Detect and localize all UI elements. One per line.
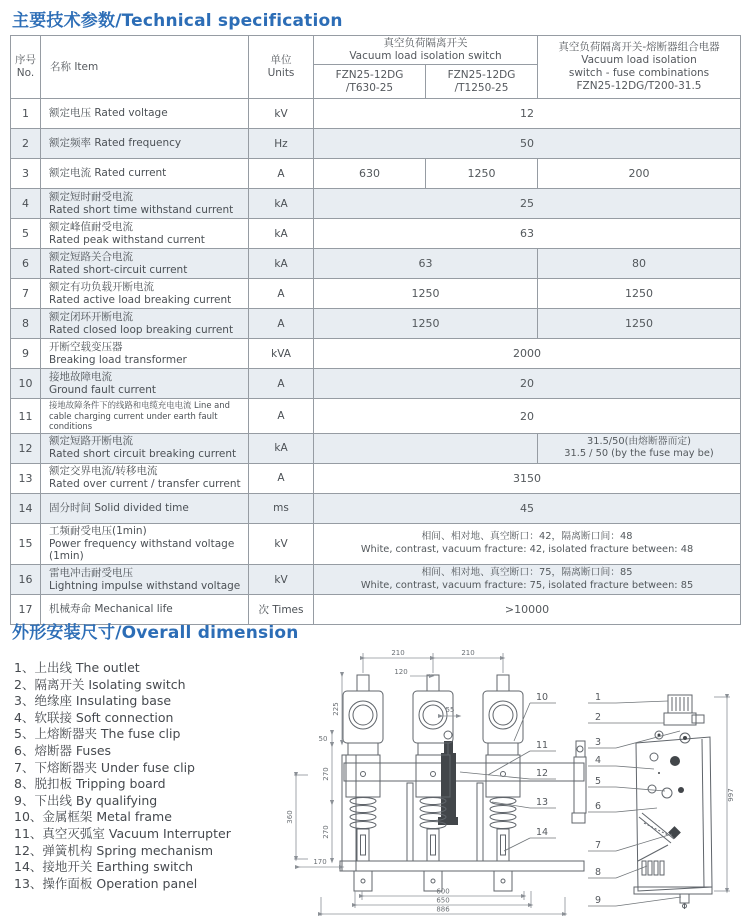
col-header-no-zh: 序号 bbox=[15, 54, 36, 66]
spec-row-3 bbox=[11, 159, 741, 189]
row-value: 20 bbox=[314, 369, 741, 399]
callout-9: 9 bbox=[594, 895, 602, 906]
row-unit: ms bbox=[249, 493, 314, 523]
row-value: 63 bbox=[314, 219, 741, 249]
row-unit: 次 Times bbox=[249, 595, 314, 625]
dim-270-a: 270 bbox=[322, 767, 330, 781]
row-value: 1250 bbox=[538, 309, 741, 339]
row-value: 200 bbox=[538, 159, 741, 189]
row-name: 接地故障条件下的线路和电缆充电电流 Line and cable charging current under earth fault conditions bbox=[41, 399, 249, 434]
row-name: 机械寿命 Mechanical life bbox=[41, 595, 249, 625]
row-name: 额定有功负载开断电流 Rated active load breaking current bbox=[41, 279, 249, 309]
spec-row-10 bbox=[11, 369, 741, 399]
row-value: 45 bbox=[314, 493, 741, 523]
row-unit: A bbox=[249, 399, 314, 434]
row-no: 12 bbox=[11, 433, 41, 463]
col-header-group2-model: FZN25-12DG/T200-31.5 bbox=[576, 80, 702, 93]
row-name: 额定交界电流/转移电流 Rated over current / transfer current bbox=[41, 463, 249, 493]
pole-1 bbox=[343, 675, 383, 891]
dimension-drawing bbox=[278, 645, 750, 917]
dim-997: 997 bbox=[727, 788, 735, 802]
col-header-model1: FZN25-12DG /T630-25 bbox=[314, 65, 426, 99]
row-no: 6 bbox=[11, 249, 41, 279]
row-name: 接地故障电流 Ground fault current bbox=[41, 369, 249, 399]
dim-120: 120 bbox=[394, 668, 408, 676]
row-value: 25 bbox=[314, 189, 741, 219]
row-no: 10 bbox=[11, 369, 41, 399]
row-name: 额定电压 Rated voltage bbox=[41, 99, 249, 129]
row-no: 14 bbox=[11, 493, 41, 523]
parts-list-item: 11、真空灭弧室 Vacuum Interrupter bbox=[14, 825, 231, 841]
row-unit: kA bbox=[249, 433, 314, 463]
spec-table bbox=[10, 35, 741, 625]
callout-7: 7 bbox=[594, 840, 602, 851]
row-unit: kV bbox=[249, 99, 314, 129]
callout-2: 2 bbox=[594, 712, 602, 723]
parts-list-item: 6、熔断器 Fuses bbox=[14, 742, 112, 758]
spec-row-11 bbox=[11, 399, 741, 434]
spec-row-15 bbox=[11, 523, 741, 564]
row-value: 1250 bbox=[314, 279, 538, 309]
row-name: 额定闭环开断电流 Rated closed loop breaking current bbox=[41, 309, 249, 339]
parts-list bbox=[14, 660, 231, 892]
row-no: 4 bbox=[11, 189, 41, 219]
callout-6: 6 bbox=[594, 801, 602, 812]
row-no: 15 bbox=[11, 523, 41, 564]
parts-list-item: 5、上熔断器夹 The fuse clip bbox=[14, 726, 181, 742]
spec-row-16 bbox=[11, 565, 741, 595]
col-header-group2-zh: 真空负荷隔离开关-熔断器组合电器 bbox=[558, 40, 720, 53]
row-value bbox=[314, 433, 538, 463]
parts-list-item: 4、软联接 Soft connection bbox=[14, 709, 174, 725]
dim-170: 170 bbox=[313, 858, 327, 866]
row-no: 7 bbox=[11, 279, 41, 309]
dim-600: 600 bbox=[436, 887, 450, 896]
row-unit: A bbox=[249, 309, 314, 339]
parts-list-item: 14、接地开关 Earthing switch bbox=[14, 859, 194, 875]
spec-section-title: 主要技术参数/Technical specification bbox=[12, 11, 343, 31]
col-header-units-zh: 单位 bbox=[270, 54, 292, 66]
callout-5: 5 bbox=[594, 776, 602, 787]
dim-210-left: 210 bbox=[391, 649, 405, 657]
row-name: 额定电流 Rated current bbox=[41, 159, 249, 189]
row-value: 50 bbox=[314, 129, 741, 159]
row-unit: kV bbox=[249, 565, 314, 595]
row-no: 16 bbox=[11, 565, 41, 595]
side-callouts bbox=[588, 692, 681, 906]
row-value: 31.5/50(由熔断器而定) 31.5 / 50 (by the fuse may be) bbox=[538, 433, 741, 463]
row-name: 额定频率 Rated frequency bbox=[41, 129, 249, 159]
col-header-units-en: Units bbox=[267, 67, 295, 80]
front-view bbox=[340, 675, 586, 891]
row-no: 1 bbox=[11, 99, 41, 129]
row-name: 额定峰值耐受电流 Rated peak withstand current bbox=[41, 219, 249, 249]
col-header-no-en: No. bbox=[16, 67, 35, 80]
spec-row-5 bbox=[11, 219, 741, 249]
dim-210-right: 210 bbox=[461, 649, 475, 657]
row-unit: A bbox=[249, 369, 314, 399]
row-no: 2 bbox=[11, 129, 41, 159]
row-unit: kA bbox=[249, 189, 314, 219]
parts-list-item: 9、下出线 By qualifying bbox=[14, 792, 158, 808]
row-unit: Hz bbox=[249, 129, 314, 159]
spec-row-7 bbox=[11, 279, 741, 309]
row-name: 额定短路开断电流 Rated short circuit breaking current bbox=[41, 433, 249, 463]
row-unit: kV bbox=[249, 523, 314, 564]
col-header-model2: FZN25-12DG /T1250-25 bbox=[426, 65, 538, 99]
row-unit: A bbox=[249, 279, 314, 309]
spec-row-8 bbox=[11, 309, 741, 339]
col-header-group1-zh: 真空负荷隔离开关 bbox=[383, 37, 468, 49]
row-value: 1250 bbox=[538, 279, 741, 309]
row-no: 17 bbox=[11, 595, 41, 625]
row-name: 工频耐受电压(1min) Power frequency withstand voltage (1min) bbox=[41, 523, 249, 564]
row-value: >10000 bbox=[314, 595, 741, 625]
row-value: 1250 bbox=[314, 309, 538, 339]
callout-14: 14 bbox=[535, 827, 549, 838]
row-name: 雷电冲击耐受电压 Lightning impulse withstand voltage bbox=[41, 565, 249, 595]
row-name: 开断空载变压器 Breaking load transformer bbox=[41, 339, 249, 369]
row-no: 5 bbox=[11, 219, 41, 249]
row-value: 相间、相对地、真空断口：75，隔离断口间：85 White, contrast, vacuum fracture: 75, isolated fracture between: 85 bbox=[314, 565, 741, 595]
dim-225: 225 bbox=[332, 702, 340, 716]
callout-3: 3 bbox=[594, 737, 602, 748]
dim-360: 360 bbox=[286, 810, 294, 824]
row-value: 1250 bbox=[426, 159, 538, 189]
front-dimensions bbox=[286, 649, 565, 916]
dim-50: 50 bbox=[318, 735, 328, 743]
callout-1: 1 bbox=[594, 692, 602, 703]
spec-row-9 bbox=[11, 339, 741, 369]
col-header-units bbox=[249, 36, 314, 99]
dim-55: 55 bbox=[445, 706, 455, 714]
row-value: 2000 bbox=[314, 339, 741, 369]
dim-270-b: 270 bbox=[322, 825, 330, 839]
parts-list-item: 1、上出线 The outlet bbox=[14, 660, 140, 675]
parts-list-item: 7、下熔断器夹 Under fuse clip bbox=[14, 759, 195, 775]
row-unit: kA bbox=[249, 219, 314, 249]
callout-13: 13 bbox=[535, 797, 549, 808]
row-unit: kVA bbox=[249, 339, 314, 369]
row-value: 630 bbox=[314, 159, 426, 189]
row-name: 固分时间 Solid divided time bbox=[41, 493, 249, 523]
spec-table-body bbox=[11, 99, 741, 625]
spec-row-6 bbox=[11, 249, 741, 279]
row-name: 额定短路关合电流 Rated short-circuit current bbox=[41, 249, 249, 279]
spec-row-1 bbox=[11, 99, 741, 129]
callout-8: 8 bbox=[594, 867, 602, 878]
row-no: 3 bbox=[11, 159, 41, 189]
col-header-no bbox=[11, 36, 41, 99]
col-header-group2 bbox=[538, 36, 741, 99]
parts-list-item: 10、金属框架 Metal frame bbox=[14, 809, 172, 825]
row-value: 20 bbox=[314, 399, 741, 434]
parts-list-item: 8、脱扣板 Tripping board bbox=[14, 776, 166, 792]
row-value: 63 bbox=[314, 249, 538, 279]
side-view bbox=[634, 695, 712, 909]
col-header-group2-en2: switch - fuse combinations bbox=[568, 67, 710, 80]
parts-list-item: 13、操作面板 Operation panel bbox=[14, 875, 198, 891]
spec-row-2 bbox=[11, 129, 741, 159]
col-header-item: 名称 Item bbox=[41, 36, 249, 99]
row-unit: A bbox=[249, 159, 314, 189]
row-value: 相间、相对地、真空断口：42，隔离断口间：48 White, contrast, vacuum fracture: 42, isolated fracture between: 48 bbox=[314, 523, 741, 564]
parts-list-item: 3、绝缘座 Insulating base bbox=[14, 693, 172, 709]
col-header-group1 bbox=[314, 36, 538, 65]
row-no: 13 bbox=[11, 463, 41, 493]
spec-row-4 bbox=[11, 189, 741, 219]
spec-row-14 bbox=[11, 493, 741, 523]
side-dimensions bbox=[714, 697, 735, 891]
row-name: 额定短时耐受电流 Rated short time withstand current bbox=[41, 189, 249, 219]
row-unit: A bbox=[249, 463, 314, 493]
spec-row-12 bbox=[11, 433, 741, 463]
parts-list-item: 12、弹簧机构 Spring mechanism bbox=[14, 842, 214, 858]
row-value: 12 bbox=[314, 99, 741, 129]
callout-12: 12 bbox=[535, 768, 549, 779]
pole-3 bbox=[483, 675, 523, 891]
col-header-group2-en1: Vacuum load isolation bbox=[581, 54, 697, 66]
dimension-section-title: 外形安装尺寸/Overall dimension bbox=[12, 623, 299, 643]
row-no: 8 bbox=[11, 309, 41, 339]
callout-4: 4 bbox=[594, 755, 602, 766]
row-no: 11 bbox=[11, 399, 41, 434]
callout-10: 10 bbox=[535, 692, 549, 703]
spec-row-13 bbox=[11, 463, 741, 493]
row-value: 80 bbox=[538, 249, 741, 279]
dim-650: 650 bbox=[436, 896, 450, 905]
row-unit: kA bbox=[249, 249, 314, 279]
parts-list-item: 2、隔离开关 Isolating switch bbox=[14, 676, 186, 692]
row-no: 9 bbox=[11, 339, 41, 369]
dim-886: 886 bbox=[436, 905, 450, 914]
callout-11: 11 bbox=[535, 740, 549, 751]
row-value: 3150 bbox=[314, 463, 741, 493]
col-header-group1-en: Vacuum load isolation switch bbox=[349, 50, 502, 63]
front-callouts bbox=[460, 692, 556, 851]
